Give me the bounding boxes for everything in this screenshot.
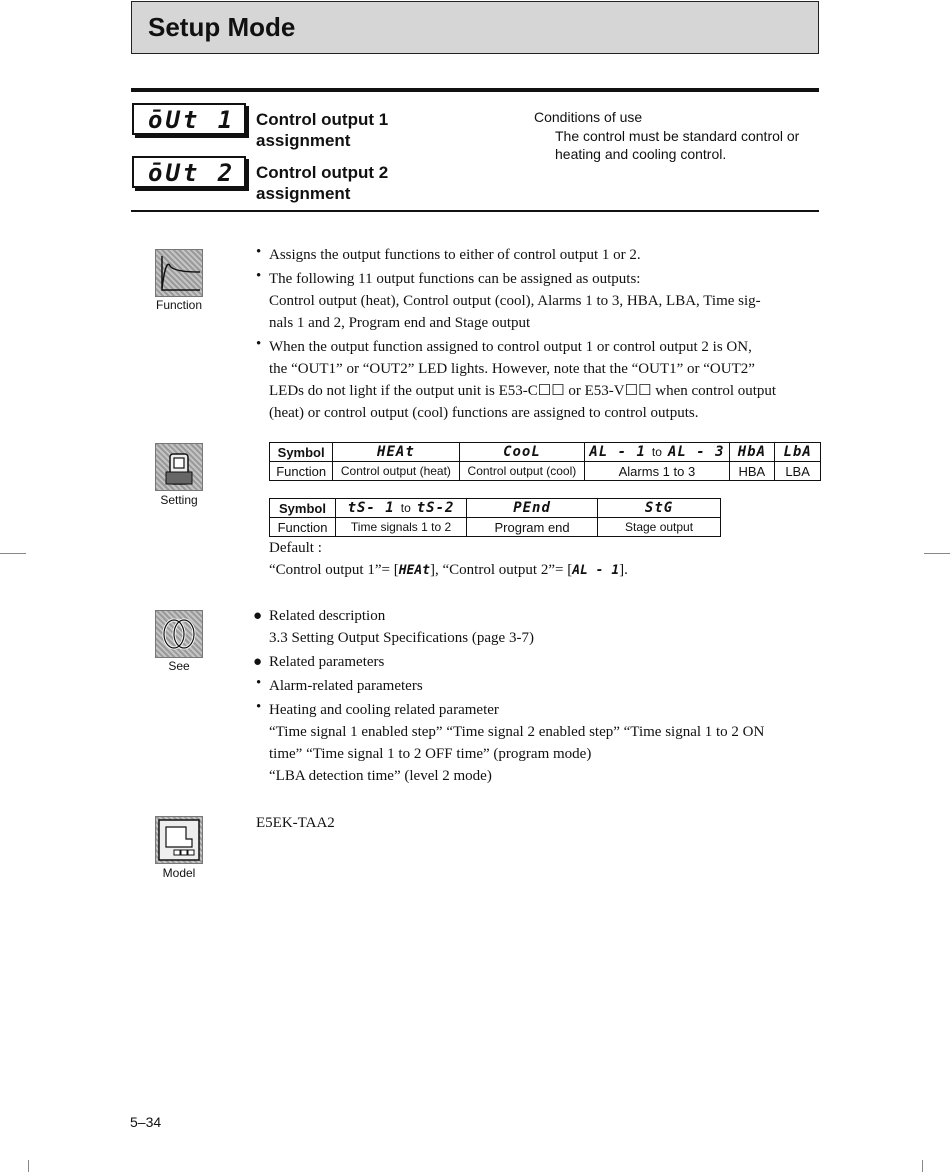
table-cell-function: Control output (heat) <box>333 462 459 481</box>
see-icon <box>155 610 203 658</box>
table-cell-symbol <box>598 499 721 518</box>
related-parameters-label: Related parameters <box>269 654 385 670</box>
symbol-table-1 <box>269 442 821 481</box>
param-name-out2: Control output 2 assignment <box>256 163 389 203</box>
table-cell-function: Program end <box>467 518 598 537</box>
lcd-symbol: LbA <box>783 444 812 460</box>
function-bullet-2-line: nals 1 and 2, Program end and Stage output <box>269 315 531 331</box>
page-number: 5–34 <box>130 1114 162 1130</box>
lcd-symbol: HbA <box>737 444 767 460</box>
default-label: Default : <box>269 540 322 556</box>
table-cell-symbol <box>775 443 821 462</box>
conditions-text: The control must be standard control or heating and cooling control. <box>555 128 800 162</box>
param-display-text: ōUt 1 <box>148 106 236 134</box>
table-header-symbol: Symbol <box>270 499 336 518</box>
table-cell-function: HBA <box>729 462 775 481</box>
table-cell-symbol <box>729 443 775 462</box>
to-word: to <box>651 445 662 459</box>
page-title: Setup Mode <box>148 12 296 42</box>
bullet-dot: • <box>256 244 262 260</box>
related-description: 3.3 Setting Output Specifications (page 3-7) <box>269 630 534 646</box>
param-name-out1: Control output 1 assignment <box>256 110 389 150</box>
param-display-out1 <box>132 103 246 135</box>
default-text: ]. <box>619 562 628 578</box>
table-header-function: Function <box>270 518 336 537</box>
param-display-text: ōUt 2 <box>148 159 236 187</box>
model-number: E5EK-TAA2 <box>256 815 335 831</box>
symbol-table-2 <box>269 498 721 537</box>
setting-icon <box>155 443 203 491</box>
function-bullet-2: The following 11 output functions can be assigned as outputs: <box>269 271 641 287</box>
crop-mark <box>28 1160 29 1172</box>
table-header-function: Function <box>270 462 333 481</box>
crop-mark <box>0 553 26 554</box>
function-bullet-3-line: LEDs do not light if the output unit is E53-C☐☐ or E53-V☐☐ when control output <box>269 383 777 399</box>
table-cell-function: LBA <box>775 462 821 481</box>
default-text: ], “Control output 2”= [ <box>430 562 573 578</box>
bullet-dot: • <box>256 336 262 352</box>
related-param-2: Heating and cooling related parameter <box>269 702 499 718</box>
table-cell-symbol <box>336 499 467 518</box>
crop-mark <box>924 553 950 554</box>
default-lcd-2: AL - 1 <box>572 563 620 578</box>
lcd-symbol: AL - 1 <box>589 444 646 460</box>
bullet-disc: ● <box>253 654 263 670</box>
divider <box>131 210 819 212</box>
related-param-1: Alarm-related parameters <box>269 678 423 694</box>
function-bullet-2-line: Control output (heat), Control output (cool), Alarms 1 to 3, HBA, LBA, Time sig- <box>269 293 761 309</box>
lcd-symbol: CooL <box>503 444 541 460</box>
see-label: See <box>168 659 190 673</box>
related-param-2-line: “Time signal 1 enabled step” “Time signal 2 enabled step” “Time signal 1 to 2 ON <box>269 724 765 740</box>
table-cell-symbol <box>467 499 598 518</box>
default-lcd-1: HEAt <box>398 563 431 578</box>
table-cell-symbol <box>459 443 585 462</box>
function-bullet-3-line: the “OUT1” or “OUT2” LED lights. However, note that the “OUT1” or “OUT2” <box>269 361 755 377</box>
lcd-symbol: HEAt <box>377 444 415 460</box>
bullet-dot: • <box>256 675 262 691</box>
page-title-bar <box>131 1 819 54</box>
lcd-symbol: PEnd <box>513 500 551 516</box>
lcd-symbol: AL - 3 <box>667 444 725 460</box>
function-bullet-1: Assigns the output functions to either of control output 1 or 2. <box>269 247 641 263</box>
function-bullet-3: When the output function assigned to control output 1 or control output 2 is ON, <box>269 339 752 355</box>
bullet-dot: • <box>256 268 262 284</box>
default-values <box>269 559 628 582</box>
model-label: Model <box>162 866 196 880</box>
lcd-symbol: tS- 1 <box>347 500 395 516</box>
related-description-label: Related description <box>269 608 386 624</box>
table-cell-function: Alarms 1 to 3 <box>585 462 729 481</box>
lcd-symbol: tS-2 <box>416 500 455 516</box>
table-cell-symbol <box>333 443 459 462</box>
model-icon <box>155 816 203 864</box>
function-label: Function <box>155 298 203 312</box>
bullet-disc: ● <box>253 608 263 624</box>
function-bullet-3-line: (heat) or control output (cool) functions are assigned to control outputs. <box>269 405 699 421</box>
table-cell-function: Stage output <box>598 518 721 537</box>
function-icon <box>155 249 203 297</box>
table-cell-function: Time signals 1 to 2 <box>336 518 467 537</box>
default-text: “Control output 1”= [ <box>269 562 399 578</box>
bullet-dot: • <box>256 699 262 715</box>
table-header-symbol: Symbol <box>270 443 333 462</box>
conditions-label: Conditions of use <box>534 109 643 125</box>
to-word: to <box>400 501 411 515</box>
table-cell-symbol <box>585 443 729 462</box>
crop-mark <box>922 1160 923 1172</box>
lcd-symbol: StG <box>644 500 674 516</box>
related-param-2-line: “LBA detection time” (level 2 mode) <box>269 768 492 784</box>
divider <box>131 88 819 92</box>
param-display-out2 <box>132 156 246 188</box>
related-param-2-line: time” “Time signal 1 to 2 OFF time” (program mode) <box>269 746 592 762</box>
setting-label: Setting <box>160 493 198 507</box>
table-cell-function: Control output (cool) <box>459 462 585 481</box>
